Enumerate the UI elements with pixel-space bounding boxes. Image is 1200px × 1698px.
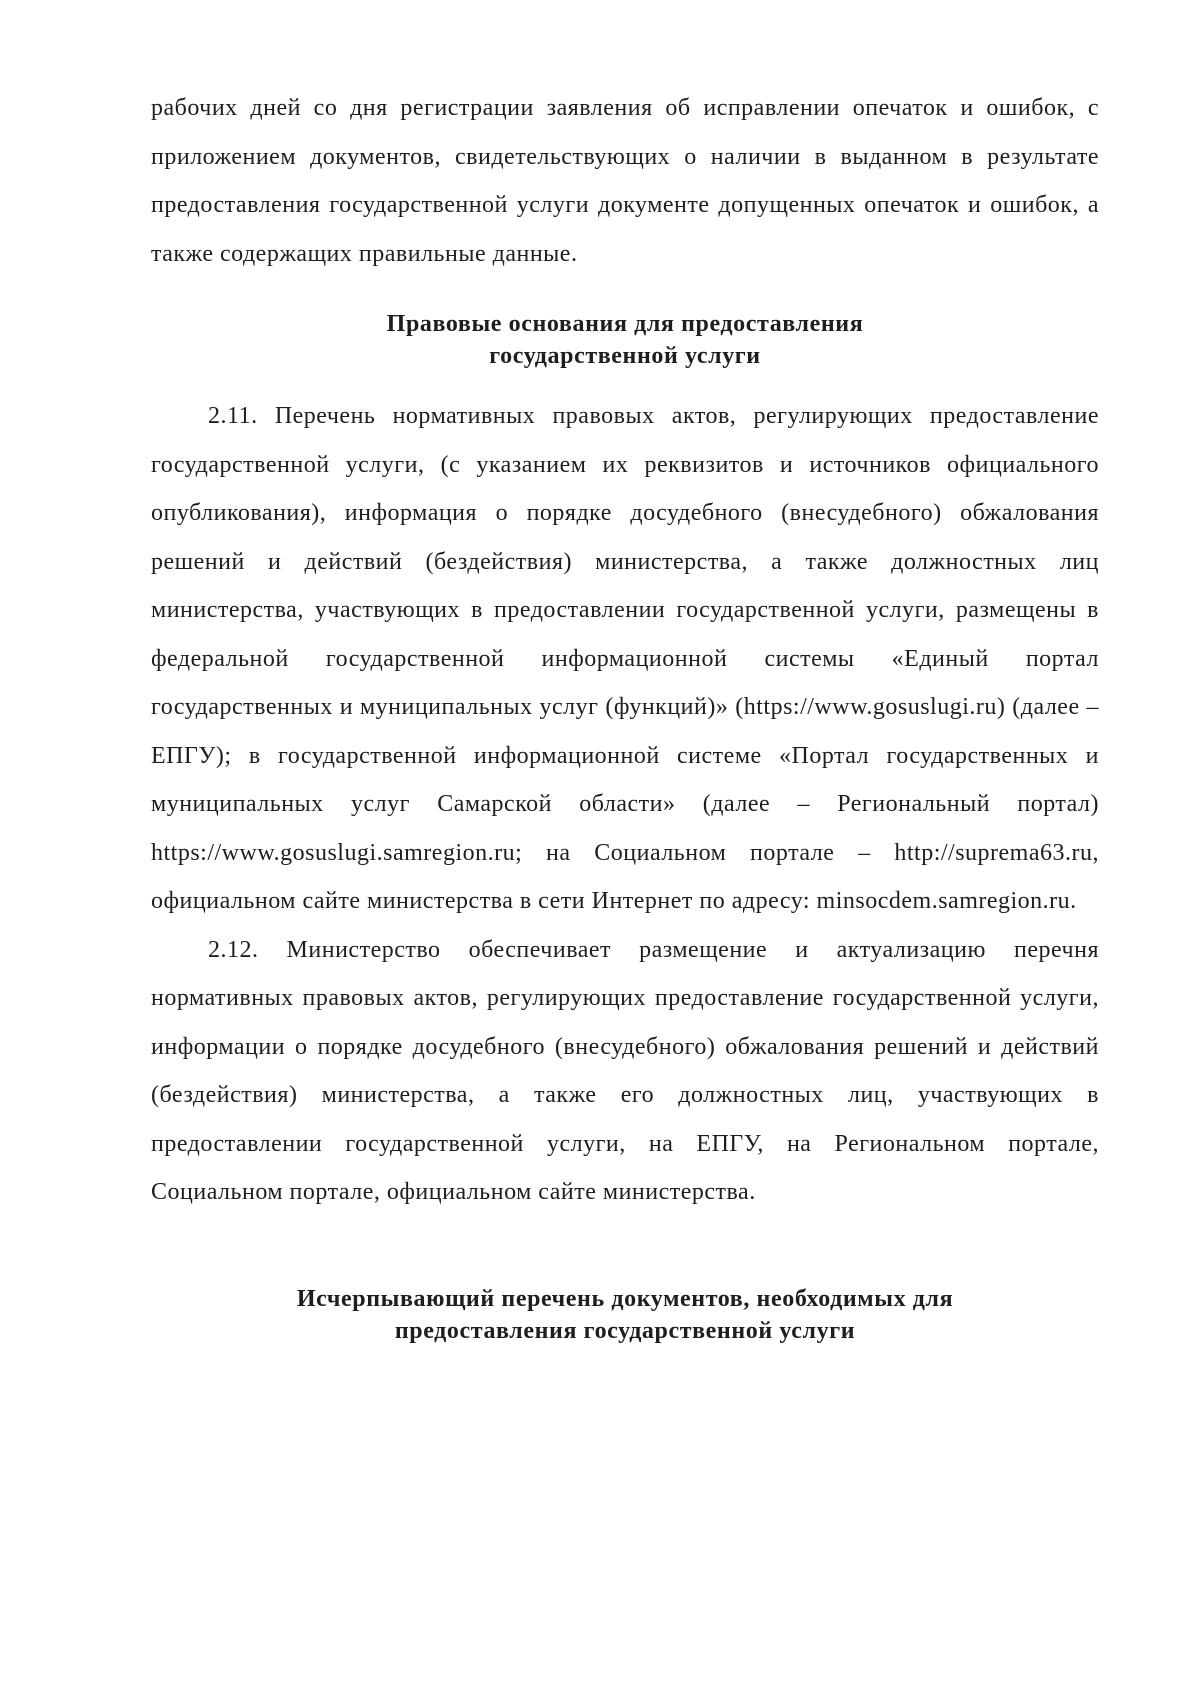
document-page xyxy=(151,84,1099,1347)
paragraph-2-11: 2.11. Перечень нормативных правовых актов, регулирующих предоставление государственной услуги, (с указанием их реквизитов и источников официального опубликования), информация о порядке досудебного (внесудебного) обжалования решений и действий (бездействия) министерства, а также должностных лиц министерства, участвующих в предоставлении государственной услуги, размещены в федеральной государственной информационной системы «Единый портал государственных и муниципальных услуг (функций)» (https://www.gosuslugi.ru) (далее – ЕПГУ); в государственной информационной системе «Портал государственных и муниципальных услуг Самарской области» (далее – Региональный портал) https://www.gosuslugi.samregion.ru; на Социальном портале – http://suprema63.ru, официальном сайте министерства в сети Интернет по адресу: minsocdem.samregion.ru. xyxy=(151,403,1099,914)
heading-line: предоставления государственной услуги xyxy=(394,1317,856,1344)
paragraph-2-12: 2.12. Министерство обеспечивает размещение и актуализацию перечня нормативных правовых актов, регулирующих предоставление государственной услуги, информации о порядке досудебного (внесудебного) обжалования решений и действий (бездействия) министерства, а также его должностных лиц, участвующих в предоставлении государственной услуги, на ЕПГУ, на Региональном портале, Социальном портале, официальном сайте министерства. xyxy=(151,936,1099,1205)
heading-line: Правовые основания для предоставления xyxy=(386,311,864,337)
intro-paragraph: рабочих дней со дня регистрации заявления об исправлении опечаток и ошибок, с приложением документов, свидетельствующих о наличии в выданном в результате предоставления государственной услуги документе допущенных опечаток и ошибок, а также содержащих правильные данные. xyxy=(151,95,1099,267)
section-heading-documents-list xyxy=(151,1283,1099,1347)
heading-line: Исчерпывающий перечень документов, необходимых для xyxy=(296,1285,954,1312)
heading-line: государственной услуги xyxy=(489,343,761,369)
section-heading-legal-basis xyxy=(151,308,1099,372)
